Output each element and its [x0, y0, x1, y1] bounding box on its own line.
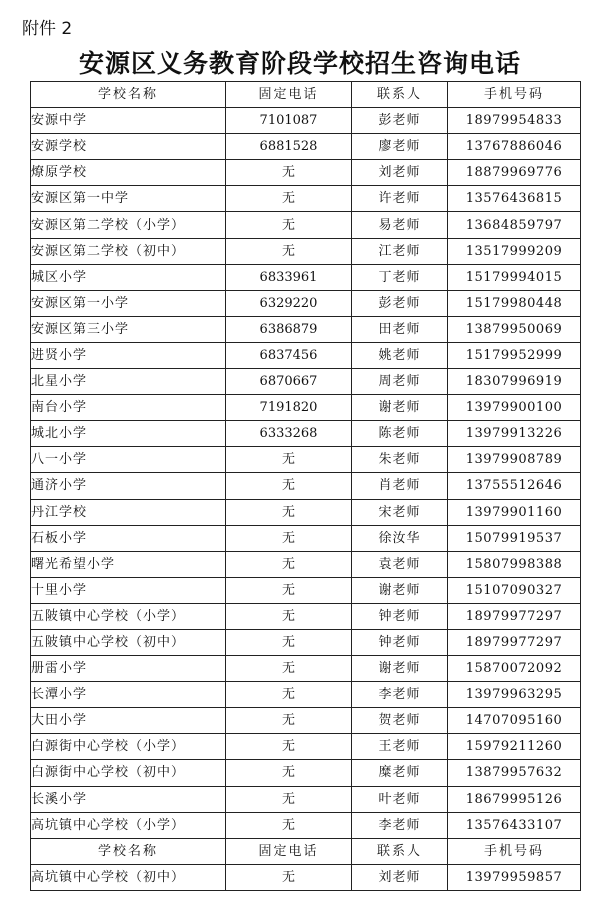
contacts-table-body: [31, 82, 581, 891]
mobile-number-cell: 13979959857: [448, 864, 581, 890]
mobile-number-cell: 13767886046: [448, 134, 581, 160]
table-row: [31, 369, 581, 395]
mobile-number-cell: 15807998388: [448, 551, 581, 577]
landline-cell: 7101087: [226, 108, 352, 134]
school-name-cell: 白源街中心学校（小学）: [31, 734, 226, 760]
table-row: [31, 134, 581, 160]
table-row: [31, 290, 581, 316]
mobile-number-cell: 13979901160: [448, 499, 581, 525]
contact-person-cell: 廖老师: [352, 134, 448, 160]
page-title: 安源区义务教育阶段学校招生咨询电话: [78, 49, 521, 78]
contact-person-cell: 田老师: [352, 316, 448, 342]
landline-cell: 6837456: [226, 342, 352, 368]
contact-person-cell: 刘老师: [352, 864, 448, 890]
landline-cell: 无: [226, 734, 352, 760]
school-name-cell: 曙光希望小学: [31, 551, 226, 577]
table-row: [31, 708, 581, 734]
contact-person-cell: 易老师: [352, 212, 448, 238]
school-name-cell: 城北小学: [31, 421, 226, 447]
mobile-number-cell: 13684859797: [448, 212, 581, 238]
table-row: [31, 212, 581, 238]
column-header: 手机号码: [448, 838, 581, 864]
table-row: [31, 525, 581, 551]
contact-person-cell: 谢老师: [352, 577, 448, 603]
landline-cell: 无: [226, 577, 352, 603]
landline-cell: 无: [226, 551, 352, 577]
table-row: [31, 603, 581, 629]
school-name-cell: 长溪小学: [31, 786, 226, 812]
contact-person-cell: 许老师: [352, 186, 448, 212]
column-header: 固定电话: [226, 82, 352, 108]
contact-person-cell: 李老师: [352, 682, 448, 708]
landline-cell: 无: [226, 212, 352, 238]
contact-person-cell: 姚老师: [352, 342, 448, 368]
attachment-label: 附件 2: [22, 19, 73, 39]
table-header-row: [31, 82, 581, 108]
landline-cell: 7191820: [226, 395, 352, 421]
mobile-number-cell: 15179980448: [448, 290, 581, 316]
table-row: [31, 447, 581, 473]
landline-cell: 无: [226, 864, 352, 890]
contact-person-cell: 王老师: [352, 734, 448, 760]
table-row: [31, 473, 581, 499]
mobile-number-cell: 13979908789: [448, 447, 581, 473]
column-header: 学校名称: [31, 838, 226, 864]
school-name-cell: 安源中学: [31, 108, 226, 134]
school-name-cell: 安源区第二学校（小学）: [31, 212, 226, 238]
contact-person-cell: 朱老师: [352, 447, 448, 473]
landline-cell: 无: [226, 682, 352, 708]
contact-person-cell: 钟老师: [352, 629, 448, 655]
landline-cell: 无: [226, 708, 352, 734]
school-name-cell: 安源区第三小学: [31, 316, 226, 342]
contact-person-cell: 钟老师: [352, 603, 448, 629]
column-header: 联系人: [352, 838, 448, 864]
landline-cell: 无: [226, 447, 352, 473]
table-row: [31, 108, 581, 134]
table-row: [31, 238, 581, 264]
landline-cell: 无: [226, 525, 352, 551]
school-name-cell: 五陂镇中心学校（小学）: [31, 603, 226, 629]
contact-person-cell: 谢老师: [352, 395, 448, 421]
school-name-cell: 安源学校: [31, 134, 226, 160]
school-name-cell: 白源街中心学校（初中）: [31, 760, 226, 786]
column-header: 固定电话: [226, 838, 352, 864]
table-header-row: [31, 838, 581, 864]
landline-cell: 无: [226, 760, 352, 786]
school-name-cell: 高坑镇中心学校（初中）: [31, 864, 226, 890]
column-header: 学校名称: [31, 82, 226, 108]
table-row: [31, 160, 581, 186]
mobile-number-cell: 15179952999: [448, 342, 581, 368]
contact-person-cell: 彭老师: [352, 290, 448, 316]
school-name-cell: 北星小学: [31, 369, 226, 395]
table-row: [31, 864, 581, 890]
table-row: [31, 551, 581, 577]
school-name-cell: 丹江学校: [31, 499, 226, 525]
table-row: [31, 316, 581, 342]
mobile-number-cell: 18979954833: [448, 108, 581, 134]
table-row: [31, 186, 581, 212]
contact-person-cell: 徐汝华: [352, 525, 448, 551]
contact-person-cell: 叶老师: [352, 786, 448, 812]
school-name-cell: 城区小学: [31, 264, 226, 290]
contact-person-cell: 周老师: [352, 369, 448, 395]
school-name-cell: 通济小学: [31, 473, 226, 499]
landline-cell: 无: [226, 629, 352, 655]
table-row: [31, 421, 581, 447]
school-name-cell: 高坑镇中心学校（小学）: [31, 812, 226, 838]
contact-person-cell: 彭老师: [352, 108, 448, 134]
mobile-number-cell: 13979963295: [448, 682, 581, 708]
landline-cell: 6386879: [226, 316, 352, 342]
contact-person-cell: 肖老师: [352, 473, 448, 499]
landline-cell: 无: [226, 186, 352, 212]
table-row: [31, 786, 581, 812]
landline-cell: 无: [226, 473, 352, 499]
mobile-number-cell: 15079919537: [448, 525, 581, 551]
table-row: [31, 682, 581, 708]
table-row: [31, 629, 581, 655]
landline-cell: 无: [226, 603, 352, 629]
contact-person-cell: 宋老师: [352, 499, 448, 525]
mobile-number-cell: 13979913226: [448, 421, 581, 447]
school-name-cell: 八一小学: [31, 447, 226, 473]
mobile-number-cell: 18679995126: [448, 786, 581, 812]
school-name-cell: 长潭小学: [31, 682, 226, 708]
mobile-number-cell: 13517999209: [448, 238, 581, 264]
contact-person-cell: 糜老师: [352, 760, 448, 786]
landline-cell: 无: [226, 499, 352, 525]
contact-person-cell: 丁老师: [352, 264, 448, 290]
landline-cell: 无: [226, 238, 352, 264]
mobile-number-cell: 13979900100: [448, 395, 581, 421]
landline-cell: 无: [226, 656, 352, 682]
mobile-number-cell: 15107090327: [448, 577, 581, 603]
school-name-cell: 燎原学校: [31, 160, 226, 186]
school-name-cell: 安源区第二学校（初中）: [31, 238, 226, 264]
contact-person-cell: 袁老师: [352, 551, 448, 577]
mobile-number-cell: 14707095160: [448, 708, 581, 734]
table-row: [31, 395, 581, 421]
contact-person-cell: 李老师: [352, 812, 448, 838]
contact-person-cell: 贺老师: [352, 708, 448, 734]
school-name-cell: 安源区第一小学: [31, 290, 226, 316]
landline-cell: 无: [226, 812, 352, 838]
mobile-number-cell: 13576436815: [448, 186, 581, 212]
mobile-number-cell: 13879950069: [448, 316, 581, 342]
column-header: 手机号码: [448, 82, 581, 108]
mobile-number-cell: 18307996919: [448, 369, 581, 395]
table-row: [31, 656, 581, 682]
mobile-number-cell: 13879957632: [448, 760, 581, 786]
school-name-cell: 石板小学: [31, 525, 226, 551]
table-row: [31, 760, 581, 786]
table-row: [31, 812, 581, 838]
school-name-cell: 十里小学: [31, 577, 226, 603]
table-row: [31, 577, 581, 603]
mobile-number-cell: 13755512646: [448, 473, 581, 499]
school-name-cell: 南台小学: [31, 395, 226, 421]
mobile-number-cell: 18979977297: [448, 603, 581, 629]
mobile-number-cell: 15179994015: [448, 264, 581, 290]
column-header: 联系人: [352, 82, 448, 108]
landline-cell: 无: [226, 160, 352, 186]
landline-cell: 6881528: [226, 134, 352, 160]
school-name-cell: 五陂镇中心学校（初中）: [31, 629, 226, 655]
mobile-number-cell: 13576433107: [448, 812, 581, 838]
landline-cell: 6333268: [226, 421, 352, 447]
table-row: [31, 342, 581, 368]
mobile-number-cell: 18879969776: [448, 160, 581, 186]
school-name-cell: 安源区第一中学: [31, 186, 226, 212]
table-row: [31, 734, 581, 760]
contacts-table: [30, 81, 581, 891]
landline-cell: 6870667: [226, 369, 352, 395]
landline-cell: 6329220: [226, 290, 352, 316]
landline-cell: 6833961: [226, 264, 352, 290]
school-name-cell: 册雷小学: [31, 656, 226, 682]
school-name-cell: 大田小学: [31, 708, 226, 734]
landline-cell: 无: [226, 786, 352, 812]
contact-person-cell: 江老师: [352, 238, 448, 264]
contact-person-cell: 陈老师: [352, 421, 448, 447]
school-name-cell: 进贤小学: [31, 342, 226, 368]
contact-person-cell: 谢老师: [352, 656, 448, 682]
contact-person-cell: 刘老师: [352, 160, 448, 186]
table-row: [31, 264, 581, 290]
mobile-number-cell: 15979211260: [448, 734, 581, 760]
table-row: [31, 499, 581, 525]
mobile-number-cell: 15870072092: [448, 656, 581, 682]
mobile-number-cell: 18979977297: [448, 629, 581, 655]
